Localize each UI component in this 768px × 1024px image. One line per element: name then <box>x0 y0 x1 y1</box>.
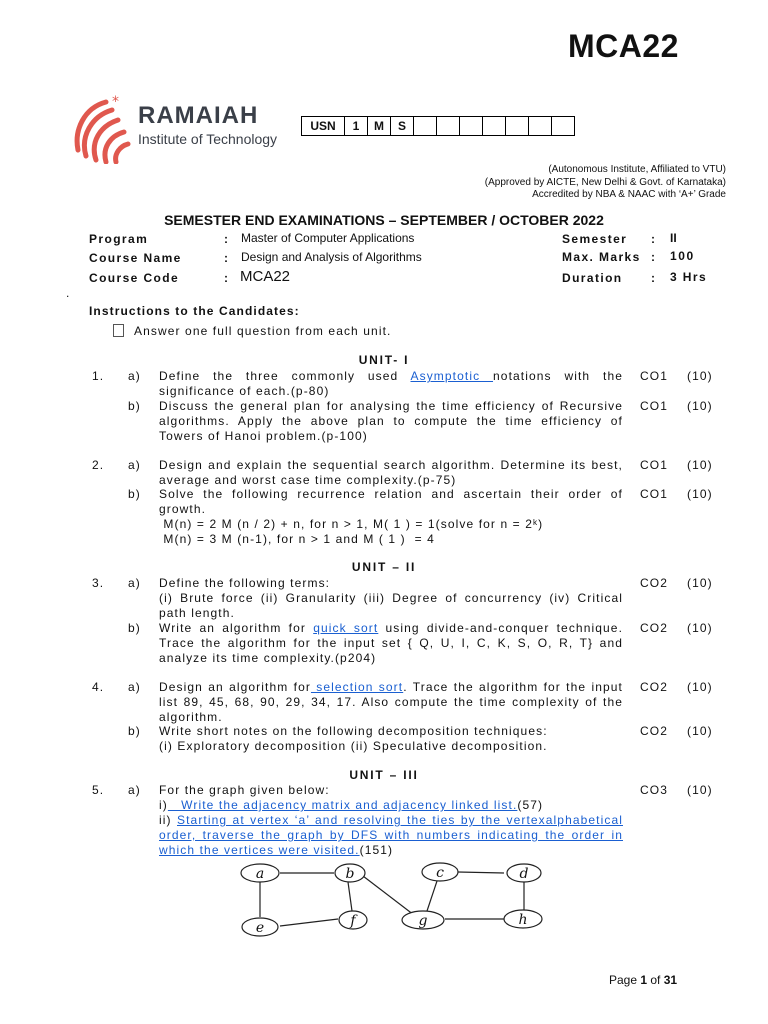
sub-label: b) <box>128 399 141 413</box>
text-segment: using divide-and-conquer technique. Trace the algorithm for the input set { Q, U, I, C, K, S, O, R, T} and analyze its time complexity.(p204) <box>159 621 624 665</box>
question-number: 5. <box>92 783 105 797</box>
of-word: of <box>647 973 664 987</box>
semester-value: II <box>670 231 677 245</box>
question-number: 3. <box>92 576 105 590</box>
approval-line: (Approved by AICTE, New Delhi & Govt. of Karnataka) <box>484 177 726 188</box>
sub-label: b) <box>128 621 141 635</box>
question-number: 2. <box>92 458 105 472</box>
logo-subtitle: Institute of Technology <box>138 131 278 147</box>
unit-heading: UNIT – II <box>351 560 417 574</box>
logo-title: RAMAIAH <box>138 102 259 129</box>
question-text <box>159 798 623 813</box>
marks: (10) <box>687 369 713 383</box>
marks: (10) <box>687 783 713 797</box>
duration-value: 3 Hrs <box>670 270 708 284</box>
node-label: c <box>436 865 444 881</box>
usn-cell[interactable]: 1 <box>345 117 368 136</box>
question-text: Write short notes on the following decomposition techniques: <box>159 724 548 738</box>
usn-cell[interactable] <box>506 117 529 136</box>
marks: (10) <box>687 458 713 472</box>
node-label: b <box>345 866 355 882</box>
question-text <box>159 621 623 666</box>
unit-heading: UNIT – III <box>349 768 419 782</box>
page-footer <box>609 973 677 987</box>
institute-logo <box>70 94 300 164</box>
co-label: CO2 <box>640 576 668 590</box>
max-marks-value: 100 <box>670 249 695 263</box>
question-text <box>159 813 623 858</box>
node-label: d <box>519 866 529 882</box>
asymptotic-link[interactable]: Asymptotic <box>410 369 494 383</box>
question-text: (i) Exploratory decomposition (ii) Speculative decomposition. <box>159 739 548 753</box>
stray-dot: . <box>66 286 70 300</box>
question-number: 1. <box>92 369 105 383</box>
affiliation-line: (Autonomous Institute, Affiliated to VTU) <box>548 164 726 175</box>
colon: : <box>651 250 655 264</box>
unit-heading: UNIT- I <box>358 353 410 367</box>
sub-label: a) <box>128 369 141 383</box>
edge-b-f <box>348 882 352 911</box>
page-total: 31 <box>663 973 678 987</box>
selection-sort-link[interactable]: selection sort <box>310 680 404 694</box>
svg-text:*: * <box>112 94 119 110</box>
duration-label: Duration <box>562 271 623 285</box>
co-label: CO1 <box>640 369 668 383</box>
sub-label: b) <box>128 487 141 501</box>
page-number: 1 <box>640 973 648 987</box>
question-text: (i) Brute force (ii) Granularity (iii) Degree of concurrency (iv) Critical path length. <box>159 591 623 620</box>
text-segment: (57) <box>517 798 544 812</box>
question-text: Design and explain the sequential search algorithm. Determine its best, average and worst case time complexity.(p-75) <box>159 458 623 487</box>
max-marks-label: Max. Marks <box>562 250 641 264</box>
co-label: CO2 <box>640 621 668 635</box>
sub-label: b) <box>128 724 141 738</box>
question-text <box>159 680 623 725</box>
usn-label: USN <box>302 117 345 136</box>
colon: : <box>651 232 655 246</box>
sub-label: a) <box>128 576 141 590</box>
edge-b-g <box>363 876 414 915</box>
question-text <box>159 369 623 399</box>
text-segment: Write an algorithm for <box>159 621 314 635</box>
instructions-heading: Instructions to the Candidates: <box>89 304 300 318</box>
node-label: f <box>350 913 356 929</box>
question-text: Solve the following recurrence relation and ascertain their order of growth. <box>159 487 623 516</box>
marks: (10) <box>687 399 713 413</box>
text-segment: . Trace the algorithm for the input list 89, 45, 68, 90, 29, 34, 17. Also compute the time complexity of the algorithm. <box>159 680 623 724</box>
co-label: CO1 <box>640 399 668 413</box>
question-number: 4. <box>92 680 105 694</box>
dfs-link[interactable]: Starting at vertex ‘a’ and resolving the ties by the vertexalphabetical order, traverse the graph by DFS with numbers indicating the order in which the vertices were visited. <box>159 813 623 857</box>
text-segment: notations with the significance of each.(p-80) <box>159 369 623 398</box>
node-label: e <box>255 920 265 936</box>
program-label: Program <box>89 232 149 246</box>
usn-cell[interactable] <box>552 117 575 136</box>
quick-sort-link[interactable]: quick sort <box>313 621 379 635</box>
marks: (10) <box>687 621 713 635</box>
text-segment: i) <box>159 798 168 812</box>
exam-title: SEMESTER END EXAMINATIONS – SEPTEMBER / OCTOBER 2022 <box>164 212 604 228</box>
edge-c-d <box>458 872 504 873</box>
instruction-item: Answer one full question from each unit. <box>134 324 392 338</box>
recurrence-2: M(n) = 3 M (n-1), for n > 1 and M ( 1 ) = 4 <box>159 532 435 546</box>
course-code-label: Course Code <box>89 271 180 285</box>
text-segment: Design an algorithm for <box>159 680 311 694</box>
question-text: For the graph given below: <box>159 783 330 797</box>
sub-label: a) <box>128 783 141 797</box>
marks: (10) <box>687 487 713 501</box>
text-segment: ii) <box>159 813 178 827</box>
node-label: a <box>255 866 265 882</box>
co-label: CO3 <box>640 783 668 797</box>
usn-cell[interactable] <box>483 117 506 136</box>
graph-figure <box>236 856 546 944</box>
recurrence-1: M(n) = 2 M (n / 2) + n, for n > 1, M( 1 ) = 1(solve for n = 2ᵏ) <box>159 517 544 531</box>
usn-cell[interactable]: S <box>391 117 414 136</box>
accreditation-line: Accredited by NBA & NAAC with ‘A+’ Grade <box>532 189 726 200</box>
usn-cell[interactable] <box>460 117 483 136</box>
colon: : <box>224 271 228 285</box>
marks: (10) <box>687 724 713 738</box>
node-label: h <box>518 912 528 928</box>
colon: : <box>224 232 228 246</box>
usn-cell[interactable] <box>529 117 552 136</box>
text-segment: Define the three commonly used <box>159 369 411 383</box>
course-name-value: Design and Analysis of Algorithms <box>241 250 422 264</box>
text-segment: (151) <box>359 843 394 857</box>
marks: (10) <box>687 680 713 694</box>
adjacency-link[interactable]: Write the adjacency matrix and adjacency linked list. <box>167 798 518 812</box>
colon: : <box>651 271 655 285</box>
question-text: Define the following terms: <box>159 576 331 590</box>
co-label: CO2 <box>640 680 668 694</box>
usn-cell[interactable] <box>437 117 460 136</box>
course-name-label: Course Name <box>89 251 182 265</box>
node-label: g <box>418 913 428 929</box>
co-label: CO1 <box>640 458 668 472</box>
logo-mark-icon <box>70 94 132 164</box>
bullet-box-icon <box>113 324 124 337</box>
edge-e-f <box>280 919 338 926</box>
program-value: Master of Computer Applications <box>241 231 415 245</box>
co-label: CO1 <box>640 487 668 501</box>
semester-label: Semester <box>562 232 628 246</box>
page-word: Page <box>609 973 641 987</box>
co-label: CO2 <box>640 724 668 738</box>
course-code-heading: MCA22 <box>568 28 679 64</box>
marks: (10) <box>687 576 713 590</box>
usn-grid <box>301 116 575 136</box>
colon: : <box>224 251 228 265</box>
edge-c-g <box>427 881 437 911</box>
sub-label: a) <box>128 458 141 472</box>
usn-cell[interactable] <box>414 117 437 136</box>
question-text: Discuss the general plan for analysing the time efficiency of Recursive algorithms. Apply the above plan to compute the time efficiency of Towers of Hanoi problem.(p-100) <box>159 399 623 443</box>
course-code-value: MCA22 <box>240 268 291 285</box>
sub-label: a) <box>128 680 141 694</box>
usn-cell[interactable]: M <box>368 117 391 136</box>
